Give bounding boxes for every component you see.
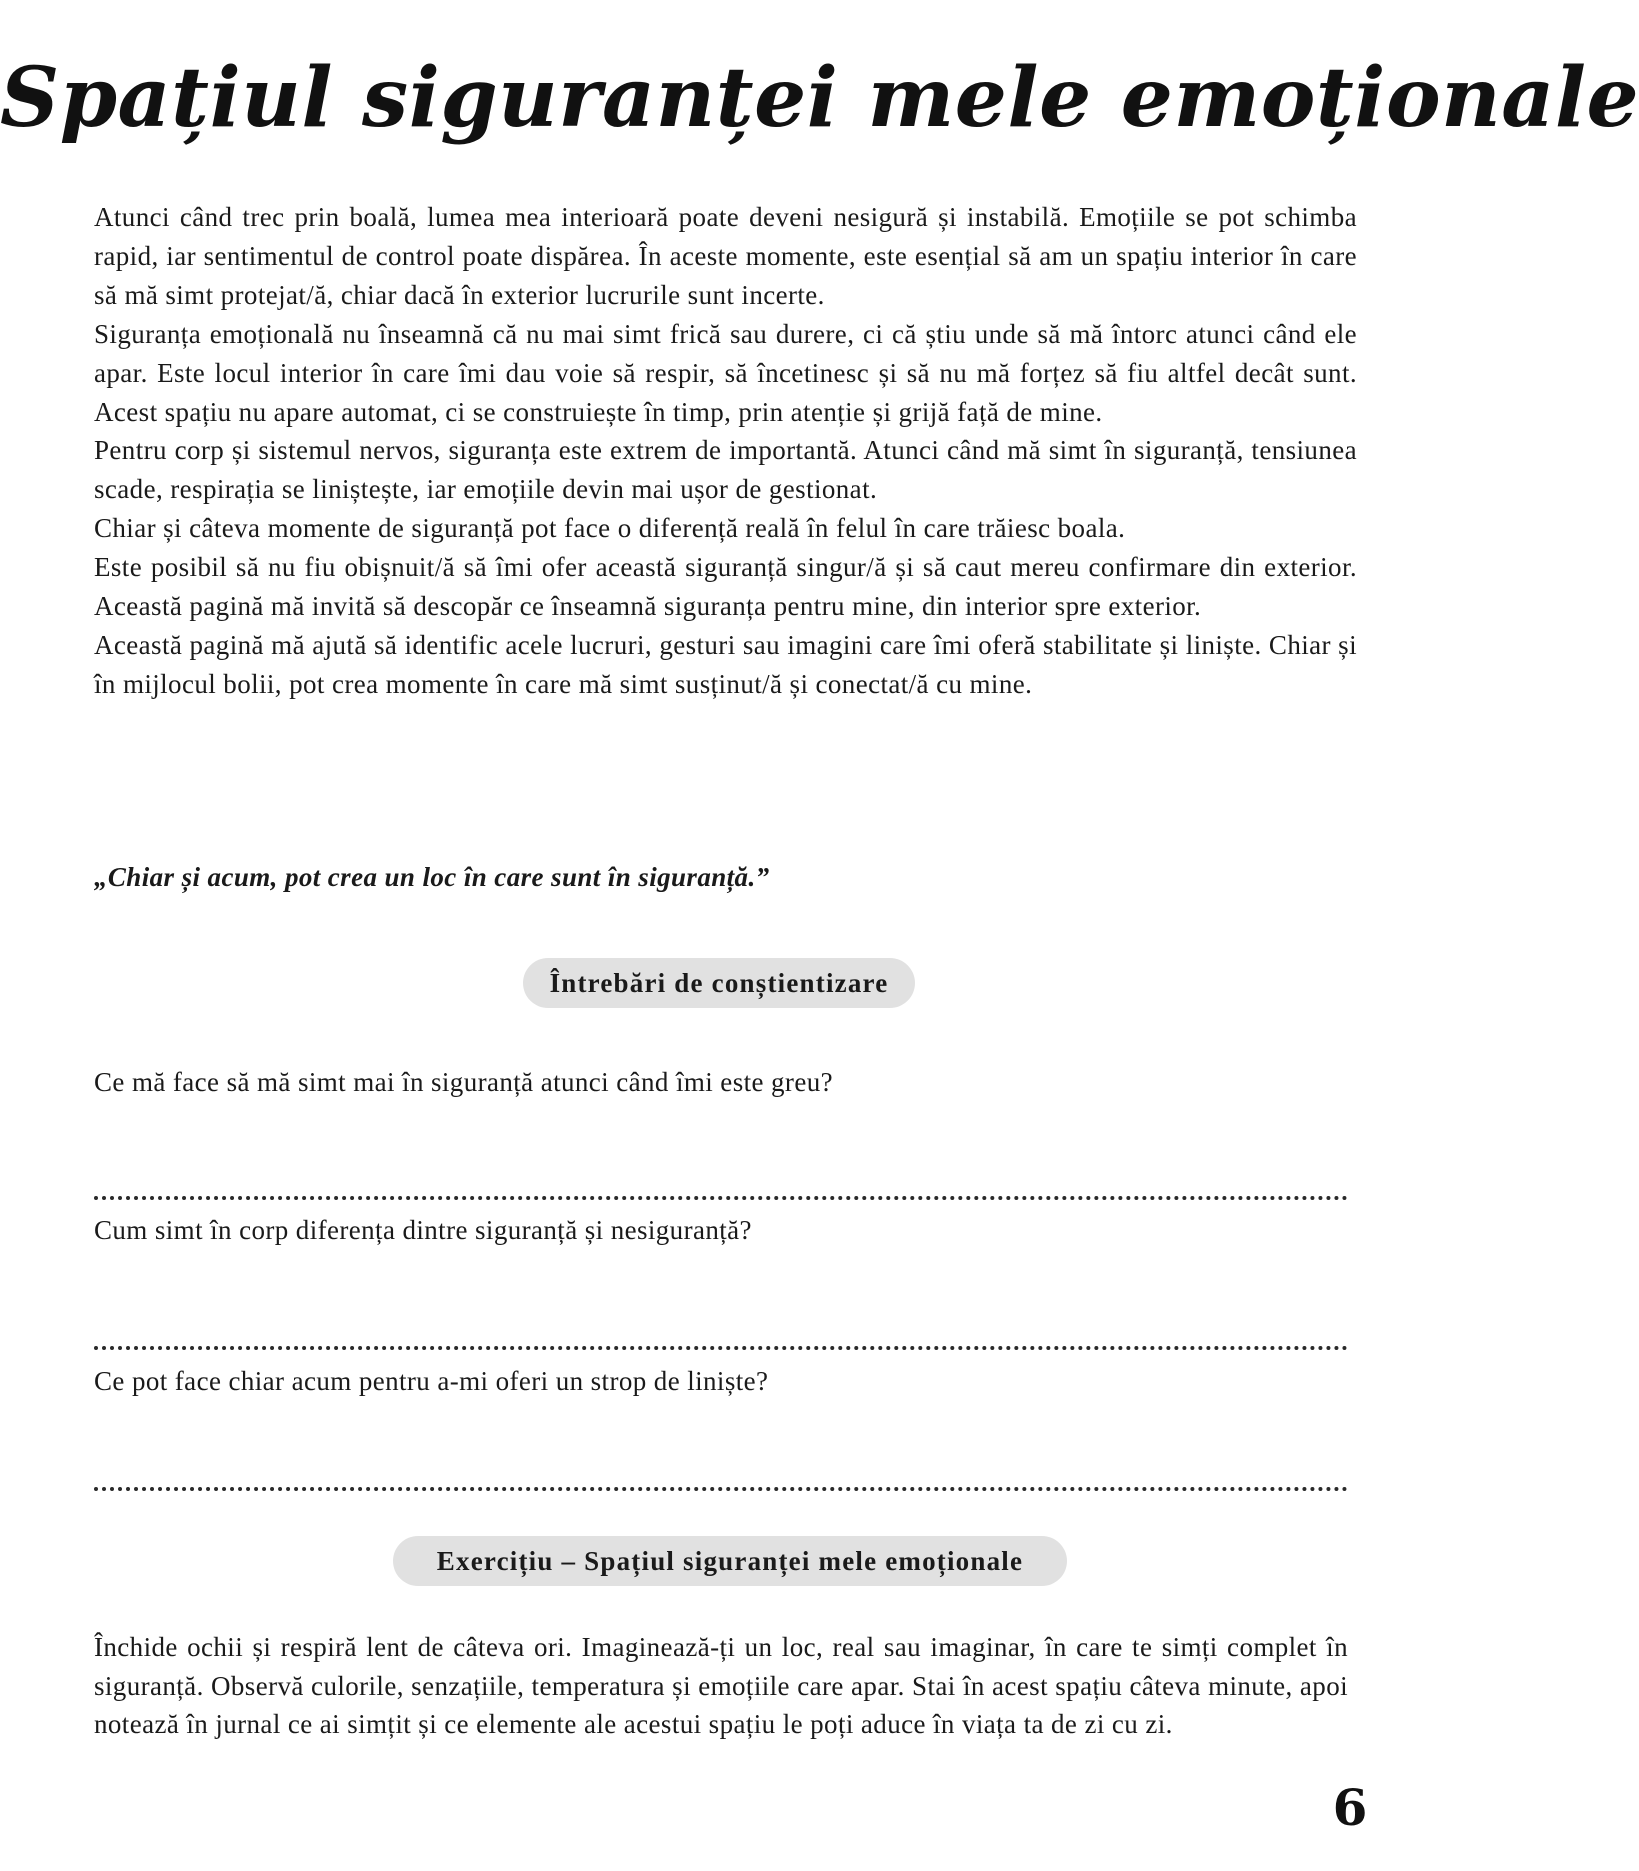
answer-line-3[interactable] — [94, 1487, 1348, 1491]
questions-heading: Întrebări de conștientizare — [523, 958, 915, 1008]
intro-paragraph: Siguranța emoțională nu înseamnă că nu mai simt frică sau durere, ci că știu unde să mă întorc atunci când ele apar. Este locul interior în care îmi dau voie să respir, să încetinesc și să nu mă forțez să fiu altfel decât sunt. Acest spațiu nu apare automat, ci se construiește în timp, prin atenție și grijă față de mine. — [94, 318, 1357, 427]
answer-line-1[interactable] — [94, 1196, 1348, 1200]
question-1: Ce mă face să mă simt mai în siguranță atunci când îmi este greu? — [94, 1067, 833, 1097]
affirmation-quote: „Chiar și acum, pot crea un loc în care sunt în siguranță.” — [94, 862, 770, 892]
page-title: Spațiul siguranței mele emoționale — [0, 50, 1639, 146]
intro-paragraph: Atunci când trec prin boală, lumea mea interioară poate deveni nesigură și instabilă. Emoțiile se pot schimba rapid, iar sentimentul de control poate dispărea. În aceste momente, este esențial să am un spațiu interior în care să mă simt protejat/ă, chiar dacă în exterior lucrurile sunt incerte. — [94, 202, 1357, 310]
exercise-text — [94, 1628, 1348, 1744]
intro-paragraph: Această pagină mă ajută să identific acele lucruri, gesturi sau imagini care îmi oferă stabilitate și liniște. Chiar și în mijlocul bolii, pot crea momente în care mă simt susținut/ă și conectat/ă cu mine. — [94, 629, 1357, 699]
page-number: 6 — [1332, 1778, 1368, 1837]
question-3: Ce pot face chiar acum pentru a-mi oferi un strop de liniște? — [94, 1366, 769, 1396]
intro-paragraph: Chiar și câteva momente de siguranță pot face o diferență reală în felul în care trăiesc boala. — [94, 513, 1126, 544]
intro-paragraph: Este posibil să nu fiu obișnuit/ă să îmi ofer această siguranță singur/ă și să caut mereu confirmare din exterior. Această pagină mă invită să descopăr ce înseamnă siguranța pentru mine, din interior spre exterior. — [94, 552, 1357, 622]
exercise-heading: Exercițiu – Spațiul siguranței mele emoționale — [393, 1536, 1067, 1586]
intro-text — [94, 198, 1357, 704]
intro-paragraph: Pentru corp și sistemul nervos, siguranța este extrem de importantă. Atunci când mă simt în siguranță, tensiunea scade, respirația se liniștește, iar emoțiile devin mai ușor de gestionat. — [94, 435, 1357, 505]
question-2: Cum simt în corp diferența dintre siguranță și nesiguranță? — [94, 1215, 752, 1245]
exercise-paragraph: Închide ochii și respiră lent de câteva ori. Imaginează-ți un loc, real sau imaginar, în care te simți complet în siguranță. Observă culorile, senzațiile, temperatura și emoțiile care apar. Stai în acest spațiu câteva minute, apoi notează în jurnal ce ai simțit și ce elemente ale acestui spațiu le poți aduce în viața ta de zi cu zi. — [94, 1632, 1348, 1740]
answer-line-2[interactable] — [94, 1346, 1348, 1350]
